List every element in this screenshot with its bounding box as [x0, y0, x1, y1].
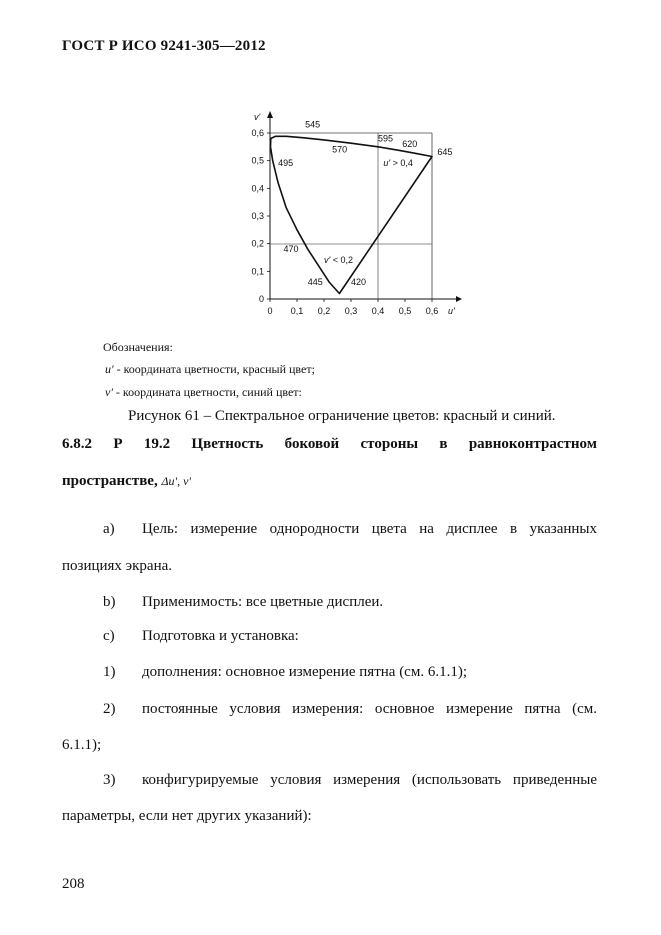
wavelength-label: 420	[351, 277, 367, 288]
wavelength-label: 545	[305, 119, 321, 130]
legend-text: - координата цветности, красный цвет;	[113, 362, 315, 376]
x-axis-arrow	[456, 296, 462, 302]
legend-symbol: v'	[105, 385, 113, 399]
y-tick-label: 0,6	[251, 128, 264, 138]
wavelength-label: 645	[437, 147, 453, 158]
paragraph-c: Подготовка и установка:	[142, 628, 299, 644]
heading-text: пространстве,	[62, 473, 158, 489]
wavelength-label: v' < 0,2	[324, 255, 353, 266]
section-heading: 6.8.2 Р 19.2 Цветность боковой стороны в равноконтрастном	[62, 436, 597, 452]
legend-title: Обозначения:	[103, 340, 173, 354]
list-marker-3: 3)	[103, 772, 116, 788]
x-tick-label: 0,6	[425, 306, 439, 316]
list-marker-1: 1)	[103, 664, 116, 680]
y-tick-label: 0,3	[251, 211, 264, 221]
wavelength-label: 445	[307, 277, 323, 288]
list-marker-a: a)	[103, 521, 115, 537]
wavelength-label: 595	[378, 133, 394, 144]
wavelength-label: 470	[283, 243, 299, 254]
wavelength-label: 495	[278, 158, 294, 169]
document-header: ГОСТ Р ИСО 9241-305—2012	[62, 38, 266, 54]
figure-caption: Рисунок 61 – Спектральное ограничение цветов: красный и синий.	[128, 408, 556, 424]
y-tick-labels	[251, 128, 264, 304]
y-tick-label: 0,1	[251, 266, 264, 277]
paragraph-a-line1: Цель: измерение однородности цвета на дисплее в указанных	[142, 521, 597, 537]
y-tick-label: 0,4	[251, 183, 264, 194]
legend-text: - координата цветности, синий цвет:	[112, 385, 302, 399]
y-tick-label: 0,2	[251, 238, 264, 249]
paragraph-a-line2: позициях экрана.	[62, 558, 173, 574]
chromaticity-figure	[244, 108, 464, 326]
x-tick-labels	[267, 306, 438, 316]
legend-item-v	[105, 385, 302, 400]
legend-item-u	[105, 362, 315, 377]
wavelength-label: u' > 0,4	[383, 158, 413, 169]
paragraph-2-line1: постоянные условия измерения: основное измерение пятна (см.	[142, 701, 597, 717]
legend-symbol: u'	[105, 362, 114, 376]
y-axis-arrow	[267, 111, 273, 118]
paragraph-1: дополнения: основное измерение пятна (см. 6.1.1);	[142, 664, 467, 680]
wavelength-label: 620	[402, 138, 418, 149]
x-tick-label: 0,4	[371, 306, 385, 316]
x-tick-label: 0,5	[398, 306, 412, 316]
list-marker-b: b)	[103, 594, 116, 610]
chromaticity-chart	[244, 108, 464, 326]
page-number: 208	[62, 876, 85, 892]
list-marker-2: 2)	[103, 701, 116, 717]
x-tick-label: 0,1	[290, 306, 304, 316]
paragraph-3-line1: конфигурируемые условия измерения (использовать приведенные	[142, 772, 597, 788]
paragraph-b: Применимость: все цветные дисплеи.	[142, 594, 384, 610]
x-tick-label: 0	[267, 306, 273, 316]
y-tick-label: 0	[258, 294, 264, 304]
y-tick-label: 0,5	[251, 155, 264, 166]
section-heading-continued	[62, 473, 191, 490]
list-marker-c: c)	[103, 628, 115, 644]
x-axis-label: u'	[448, 306, 455, 316]
x-tick-label: 0,2	[317, 306, 331, 316]
paragraph-2-line2: 6.1.1);	[62, 737, 102, 753]
paragraph-3-line2: параметры, если нет других указаний):	[62, 808, 312, 824]
heading-symbols: Δu', v'	[161, 474, 191, 488]
y-axis-label: v'	[254, 112, 261, 122]
x-tick-label: 0,3	[344, 306, 358, 316]
wavelength-label: 570	[332, 144, 348, 155]
